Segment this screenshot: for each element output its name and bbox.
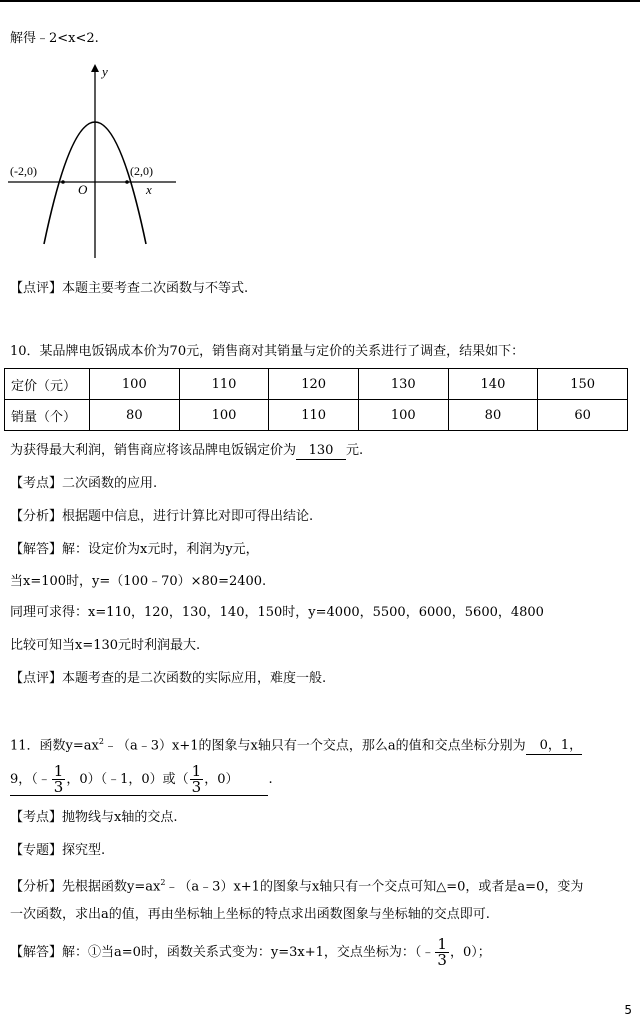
right-point-label: (2,0) [130,164,153,178]
q10-line3: 比较可知当x=130元时利润最大. [10,638,201,653]
table-cell: 100 [90,369,180,400]
fraction-denominator: 3 [53,778,64,796]
q10-question-end: 元. [346,443,364,458]
table-row [5,369,628,400]
q10-line1: 当x=100时，y=（100﹣70）×80=2400. [10,574,267,589]
table-cell: 60 [538,400,628,431]
q11-stem-a: 11．函数y=ax [10,738,99,754]
q11-stem [10,733,582,755]
q11-answer-line [10,763,273,797]
q10-fenxi: 【分析】根据题中信息，进行计算比对即可得出结论. [10,509,314,524]
fraction [190,764,204,795]
q11-fenxi-a: 【分析】先根据函数y=ax [10,879,161,895]
fraction-denominator: 3 [191,778,202,796]
table-cell: 100 [179,400,269,431]
fraction-numerator: 1 [191,762,202,780]
table-row [5,400,628,431]
q11-answer-a: 0，1， [526,738,583,755]
page-number: 5 [624,1003,632,1017]
table-cell: 80 [90,400,180,431]
fraction-numerator: 1 [437,935,447,953]
q10-jieda: 【解答】解：设定价为x元时，利润为y元， [10,542,259,557]
q10-kaodian: 【考点】二次函数的应用. [10,476,158,491]
q11-answer-d: ，0） [204,772,239,787]
q10-line2: 同理可求得：x=110，120，130，140，150时，y=4000，5500，6000，5600，4800 [10,605,544,620]
left-point-label: (-2,0) [10,164,37,178]
q11-answer-c: ，0）（﹣1，0）或（ [66,772,189,787]
price-sales-table [4,368,628,431]
table-cell: 80 [448,400,538,431]
intro-solution: 解得﹣2<x<2. [10,31,99,46]
q10-answer: 130 [296,443,346,460]
q11-jieda-b: ，0）； [449,945,491,960]
q11-answer-b: 9，（﹣ [10,772,51,787]
table-cell: 150 [538,369,628,400]
table-cell: 定价（元） [5,369,90,400]
q11-kaodian: 【考点】抛物线与x轴的交点. [10,810,178,825]
q10-dianping: 【点评】本题考查的是二次函数的实际应用，难度一般. [10,671,327,686]
root-right [125,180,129,184]
q11-fenxi-continued: 一次函数，求出a的值，再由坐标轴上坐标的特点求出函数图象与坐标轴的交点即可. [10,907,490,922]
q11-fenxi [10,874,583,896]
q11-fenxi-superscript: 2 [160,878,166,887]
table-cell: 140 [448,369,538,400]
y-axis-arrow [91,64,99,72]
q9-comment: 【点评】本题主要考查二次函数与不等式. [10,281,249,296]
q10-stem: 10．某品牌电饭锅成本价为70元，销售商对其销量与定价的关系进行了调查，结果如下： [10,344,525,359]
root-left [61,180,65,184]
q11-jieda-a: 【解答】解：①当a=0时，函数关系式变为：y=3x+1，交点坐标为：（﹣ [10,945,435,960]
fraction [52,764,66,795]
x-label: x [146,182,152,197]
q11-end: . [268,772,273,787]
q11-fenxi-b: ﹣（a﹣3）x+1的图象与x轴只有一个交点可知△=0，或者是a=0，变为 [165,879,584,895]
fraction-denominator: 3 [437,951,447,969]
q11-answer-underlined [10,764,268,796]
top-rule [0,0,640,2]
table-cell: 销量（个） [5,400,90,431]
q11-superscript: 2 [98,737,104,746]
fraction-numerator: 1 [53,762,64,780]
q11-zhuanti: 【专题】探究型. [10,843,106,858]
q11-stem-b: ﹣（a﹣3）x+1的图象与x轴只有一个交点，那么a的值和交点坐标分别为 [103,738,526,754]
fraction [435,937,449,968]
table-cell: 130 [358,369,448,400]
origin-label: O [78,182,88,197]
table-cell: 100 [358,400,448,431]
parabola-graph [6,62,176,262]
y-label: y [102,64,108,79]
q11-jieda [10,936,491,970]
q10-question-text: 为获得最大利润，销售商应将该品牌电饭锅定价为 [10,443,297,458]
table-cell: 110 [179,369,269,400]
table-cell: 120 [269,369,359,400]
q10-question [10,442,363,460]
table-cell: 110 [269,400,359,431]
